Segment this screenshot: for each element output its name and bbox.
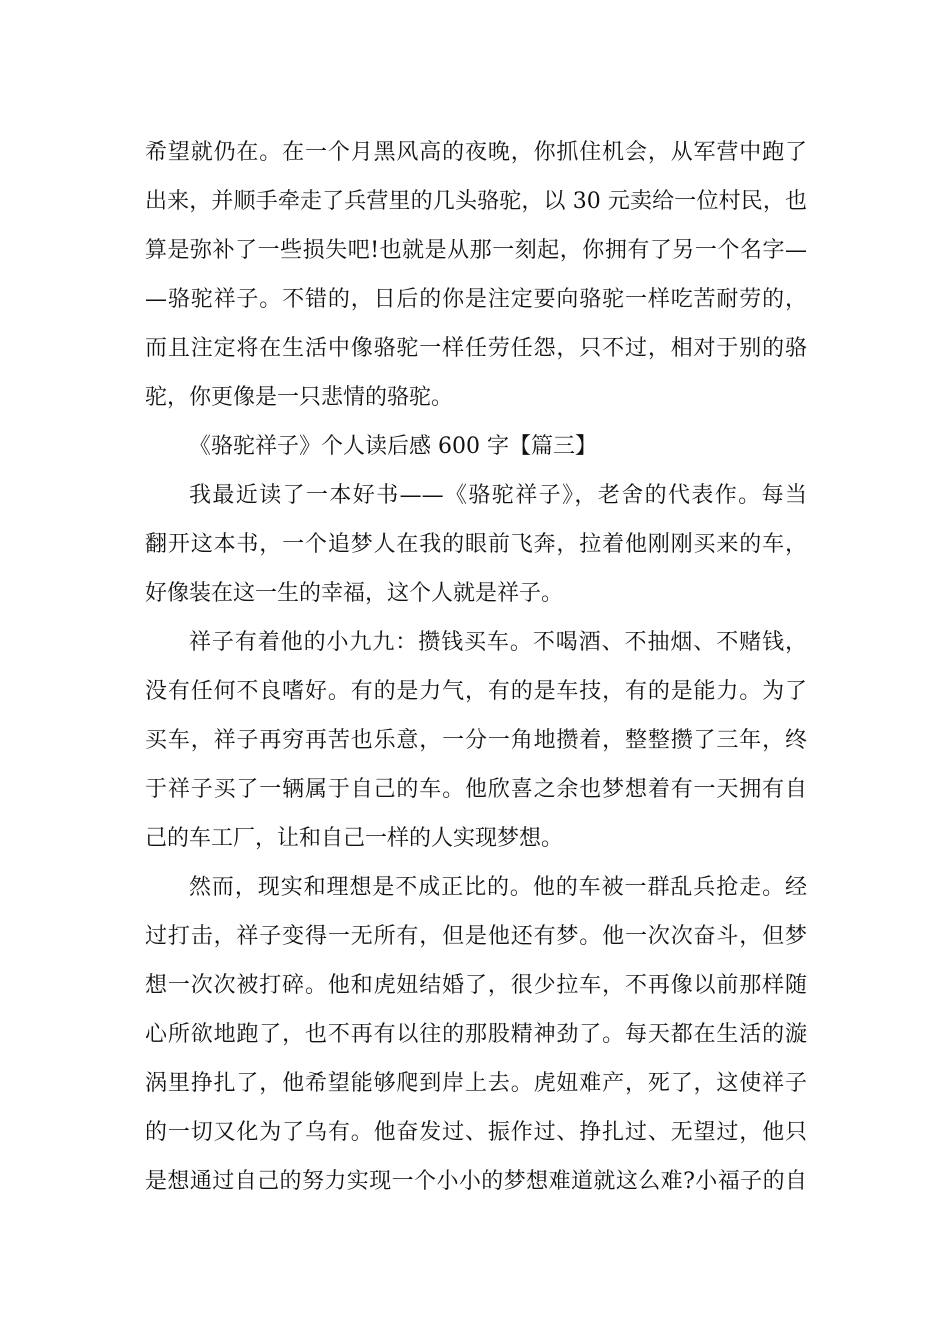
text-line: 是想通过自己的努力实现一个小小的梦想难道就这么难?小福子的自 — [145, 1169, 807, 1194]
text-line: 出来，并顺手牵走了兵营里的几头骆驼，以 30 元卖给一位村民，也 — [145, 189, 807, 214]
text-line: 过打击，祥子变得一无所有，但是他还有梦。他一次次奋斗，但梦 — [145, 924, 807, 949]
text-line: —骆驼祥子。不错的，日后的你是注定要向骆驼一样吃苦耐劳的， — [145, 287, 807, 312]
text-line: 想一次次被打碎。他和虎妞结婚了，很少拉车，不再像以前那样随 — [145, 973, 807, 998]
document-body — [145, 128, 807, 1206]
text-line: 然而，现实和理想是不成正比的。他的车被一群乱兵抢走。经 — [189, 875, 807, 900]
text-line: 而且注定将在生活中像骆驼一样任劳任怨，只不过，相对于别的骆 — [145, 336, 807, 361]
text-line: 涡里挣扎了，他希望能够爬到岸上去。虎妞难产，死了，这使祥子 — [145, 1071, 807, 1096]
text-line: 的一切又化为了乌有。他奋发过、振作过、挣扎过、无望过，他只 — [145, 1120, 807, 1145]
text-line: 祥子有着他的小九九：攒钱买车。不喝酒、不抽烟、不赌钱， — [189, 630, 807, 655]
text-line: 我最近读了一本好书——《骆驼祥子》，老舍的代表作。每当 — [189, 483, 807, 508]
text-line: 算是弥补了一些损失吧!也就是从那一刻起，你拥有了另一个名字— — [145, 238, 807, 263]
text-line: 希望就仍在。在一个月黑风高的夜晚，你抓住机会，从军营中跑了 — [145, 140, 807, 165]
text-line: 没有任何不良嗜好。有的是力气，有的是车技，有的是能力。为了 — [145, 679, 807, 704]
text-line: 于祥子买了一辆属于自己的车。他欣喜之余也梦想着有一天拥有自 — [145, 777, 807, 802]
text-line: 己的车工厂，让和自己一样的人实现梦想。 — [145, 826, 564, 851]
text-line: 驼，你更像是一只悲情的骆驼。 — [145, 385, 454, 410]
section-heading: 《骆驼祥子》个人读后感 600 字【篇三】 — [189, 434, 597, 459]
text-line: 买车，祥子再穷再苦也乐意，一分一角地攒着，整整攒了三年，终 — [145, 728, 807, 753]
text-line: 好像装在这一生的幸福，这个人就是祥子。 — [145, 581, 564, 606]
text-line: 翻开这本书，一个追梦人在我的眼前飞奔，拉着他刚刚买来的车， — [145, 532, 807, 557]
text-line: 心所欲地跑了，也不再有以往的那股精神劲了。每天都在生活的漩 — [145, 1022, 807, 1047]
